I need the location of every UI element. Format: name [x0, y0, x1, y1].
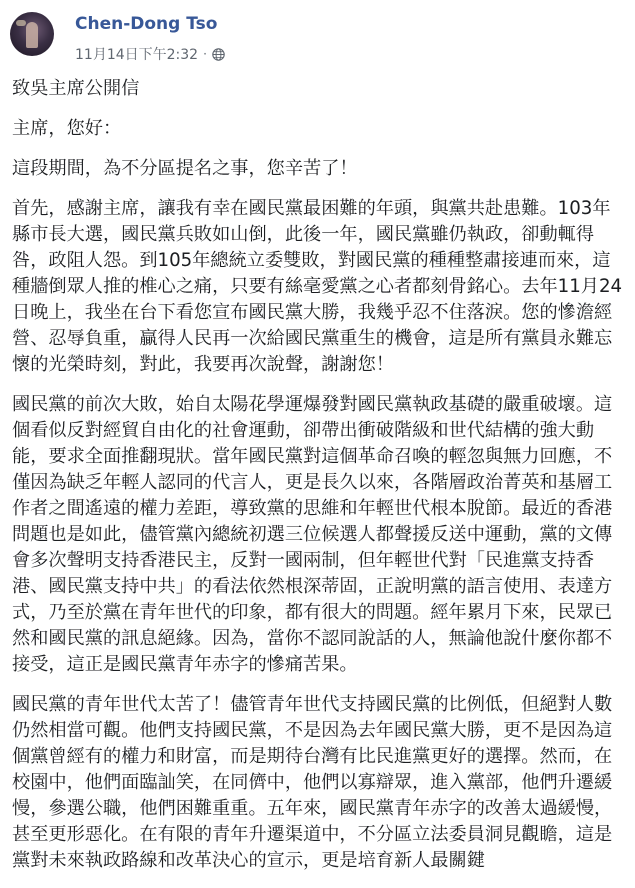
post-paragraph: 首先，感謝主席，讓我有幸在國民黨最困難的年頭，與黨共赴患難。103年縣市長大選，國民黨兵敗如山倒，此後一年，國民黨雖仍執政，卻動輒得咎，政阻人怨。到105年總統立委雙敗，對國民黨的種種整肅接連而來，這種牆倒眾人推的椎心之痛，只要有絲毫愛黨之心者都刻骨銘心。去年11月24日晚上，我坐在台下看您宣布國民黨大勝，我幾乎忍不住落淚。您的慘澹經營、忍辱負重，贏得人民再一次給國民黨重生的機會，這是所有黨員永難忘懷的光榮時刻，對此，我要再次說聲，謝謝您！ [12, 198, 623, 375]
globe-icon[interactable] [212, 48, 225, 61]
meta-separator: · [203, 47, 207, 61]
post-header [0, 0, 635, 70]
post-paragraph: 主席，您好： [12, 118, 122, 139]
post-timestamp[interactable]: 11月14日下午2:32 [75, 47, 199, 63]
post-paragraph: 國民黨的前次大敗，始自太陽花學運爆發對國民黨執政基礎的嚴重破壞。這個看似反對經貿自由化的社會運動，卻帶出衝破階級和世代結構的強大動能，要求全面推翻現狀。當年國民黨對這個革命召喚的輕忽與無力回應，不僅因為缺乏年輕人認同的代言人，更是長久以來，各階層政治菁英和基層工作者之間遙遠的權力差距，導致黨的思維和年輕世代根本脫節。最近的香港問題也是如此，儘管黨內總統初選三位候選人都聲援反送中運動，黨的文傳會多次聲明支持香港民主，反對一國兩制，但年輕世代對「民進黨支持香港、國民黨支持中共」的看法依然根深蒂固，正說明黨的語言使用、表達方式，乃至於黨在青年世代的印象，都有很大的問題。經年累月下來，民眾已然和國民黨的訊息絕緣。因為，當你不認同說話的人，無論他說什麼你都不接受，這正是國民黨青年赤字的慘痛苦果。 [12, 394, 613, 675]
avatar-light [16, 20, 26, 26]
post-paragraph: 國民黨的青年世代太苦了！儘管青年世代支持國民黨的比例低，但絕對人數仍然相當可觀。他們支持國民黨，不是因為去年國民黨大勝，更不是因為這個黨曾經有的權力和財富，而是期待台灣有比民進黨更好的選擇。然而，在校園中，他們面臨訕笑，在同儕中，他們以寡辯眾，進入黨部，他們升遷緩慢，參選公職，他們困難重重。五年來，國民黨青年赤字的改善太過緩慢，甚至更形惡化。在有限的青年升遷渠道中，不分區立法委員洞見觀瞻，這是黨對未來執政路線和改革決心的宣示，更是培育新人最關鍵 [12, 694, 613, 871]
post-paragraph: 這段期間，為不分區提名之事，您辛苦了！ [12, 158, 358, 179]
avatar[interactable] [10, 12, 54, 56]
post-paragraph: 致吳主席公開信 [12, 78, 140, 99]
post-meta [75, 44, 225, 64]
avatar-figure [26, 22, 38, 48]
post-body [12, 72, 624, 888]
author-name[interactable]: Chen-Dong Tso [75, 14, 218, 34]
